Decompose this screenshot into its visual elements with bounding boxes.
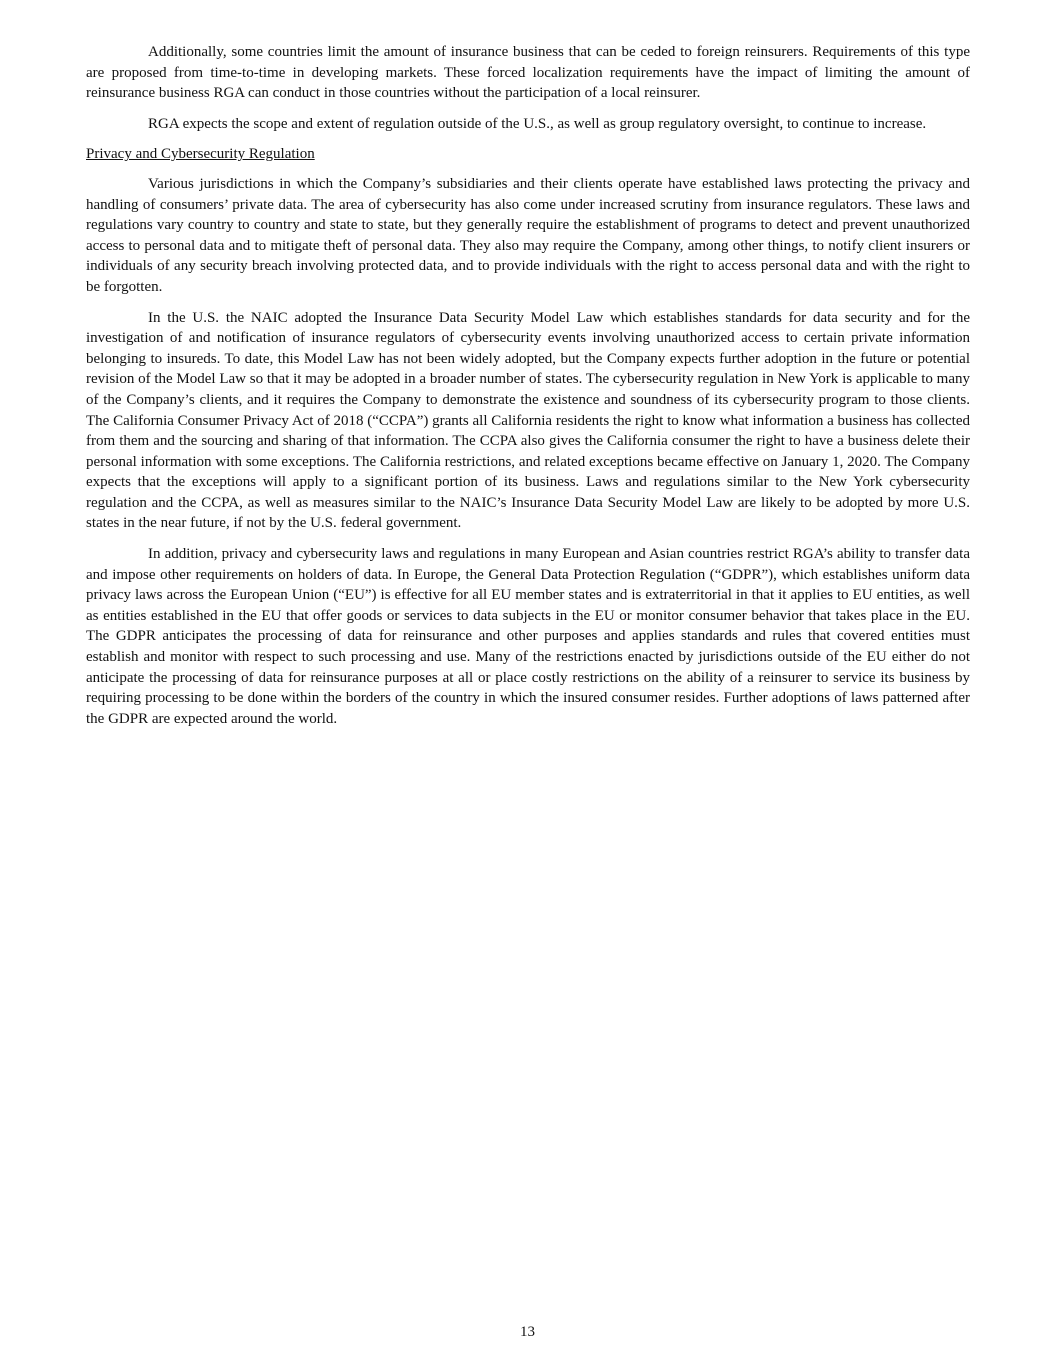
paragraph-europe-gdpr: In addition, privacy and cybersecurity laws and regulations in many European and Asian countries restrict RGA’s ability to transfer data and impose other requirements on holders of data. In Europe, the General Data Protection Regulation (“GDPR”), which establishes uniform data privacy laws across the European Union (“EU”) is effective for all EU member states and is extraterritorial in that it applies to EU entities, as well as entities established in the EU that offer goods or services to data subjects in the EU or monitor consumer behavior that takes place in the EU. The GDPR anticipates the processing of data for reinsurance and other purposes and applies standards and rules that covered entities must establish and monitor with respect to such processing and use. Many of the restrictions enacted by jurisdictions outside of the EU either do not anticipate the processing of data for reinsurance purposes at all or place costly restrictions on the ability of a reinsurer to service its business by requiring processing to be done within the borders of the country in which the insured consumer resides. Further adoptions of laws patterned after the GDPR are expected around the world. xyxy=(86,546,970,727)
document-page xyxy=(86,42,970,739)
paragraph-us-naic-ccpa: In the U.S. the NAIC adopted the Insurance Data Security Model Law which establishes standards for data security and for the investigation of and notification of insurance regulators of cybersecurity events involving unauthorized access to certain private information belonging to insureds. To date, this Model Law has not been widely adopted, but the Company expects further adoption in the future or potential revision of the Model Law so that it may be adopted in a broader number of states. The cybersecurity regulation in New York is applicable to many of the Company’s clients, and it requires the Company to demonstrate the existence and soundness of its cybersecurity program to those clients. The California Consumer Privacy Act of 2018 (“CCPA”) grants all California residents the right to know what information a business has collected from them and the sourcing and sharing of that information. The CCPA also gives the California consumer the right to have a business delete their personal information with some exceptions. The California restrictions, and related exceptions became effective on January 1, 2020. The Company expects that the exceptions will apply to a significant portion of its business. Laws and regulations similar to the New York cybersecurity regulation and the CCPA, as well as measures similar to the NAIC’s Insurance Data Security Model Law are likely to be adopted by more U.S. states in the near future, if not by the U.S. federal government. xyxy=(86,309,970,532)
page-number: 13 xyxy=(520,1324,535,1340)
paragraph-regulation-outlook: RGA expects the scope and extent of regulation outside of the U.S., as well as group regulatory oversight, to continue to increase. xyxy=(148,115,927,132)
paragraph-foreign-reinsurers: Additionally, some countries limit the amount of insurance business that can be ceded to foreign reinsurers. Requirements of this type are proposed from time-to-time in developing markets. These forced localization requirements have the impact of limiting the amount of reinsurance business RGA can conduct in those countries without the participation of a local reinsurer. xyxy=(86,44,970,102)
section-heading-privacy-cybersecurity: Privacy and Cybersecurity Regulation xyxy=(86,146,315,163)
paragraph-privacy-laws: Various jurisdictions in which the Company’s subsidiaries and their clients operate have established laws protecting the privacy and handling of consumers’ private data. The area of cybersecurity has also come under increased scrutiny from insurance regulators. These laws and regulations vary country to country and state to state, but they generally require the establishment of programs to detect and prevent unauthorized access to personal data and to mitigate theft of personal data. They also may require the Company, among other things, to notify client insurers or individuals of any security breach involving protected data, and to provide individuals with the right to access personal data and with the right to be forgotten. xyxy=(86,175,970,295)
